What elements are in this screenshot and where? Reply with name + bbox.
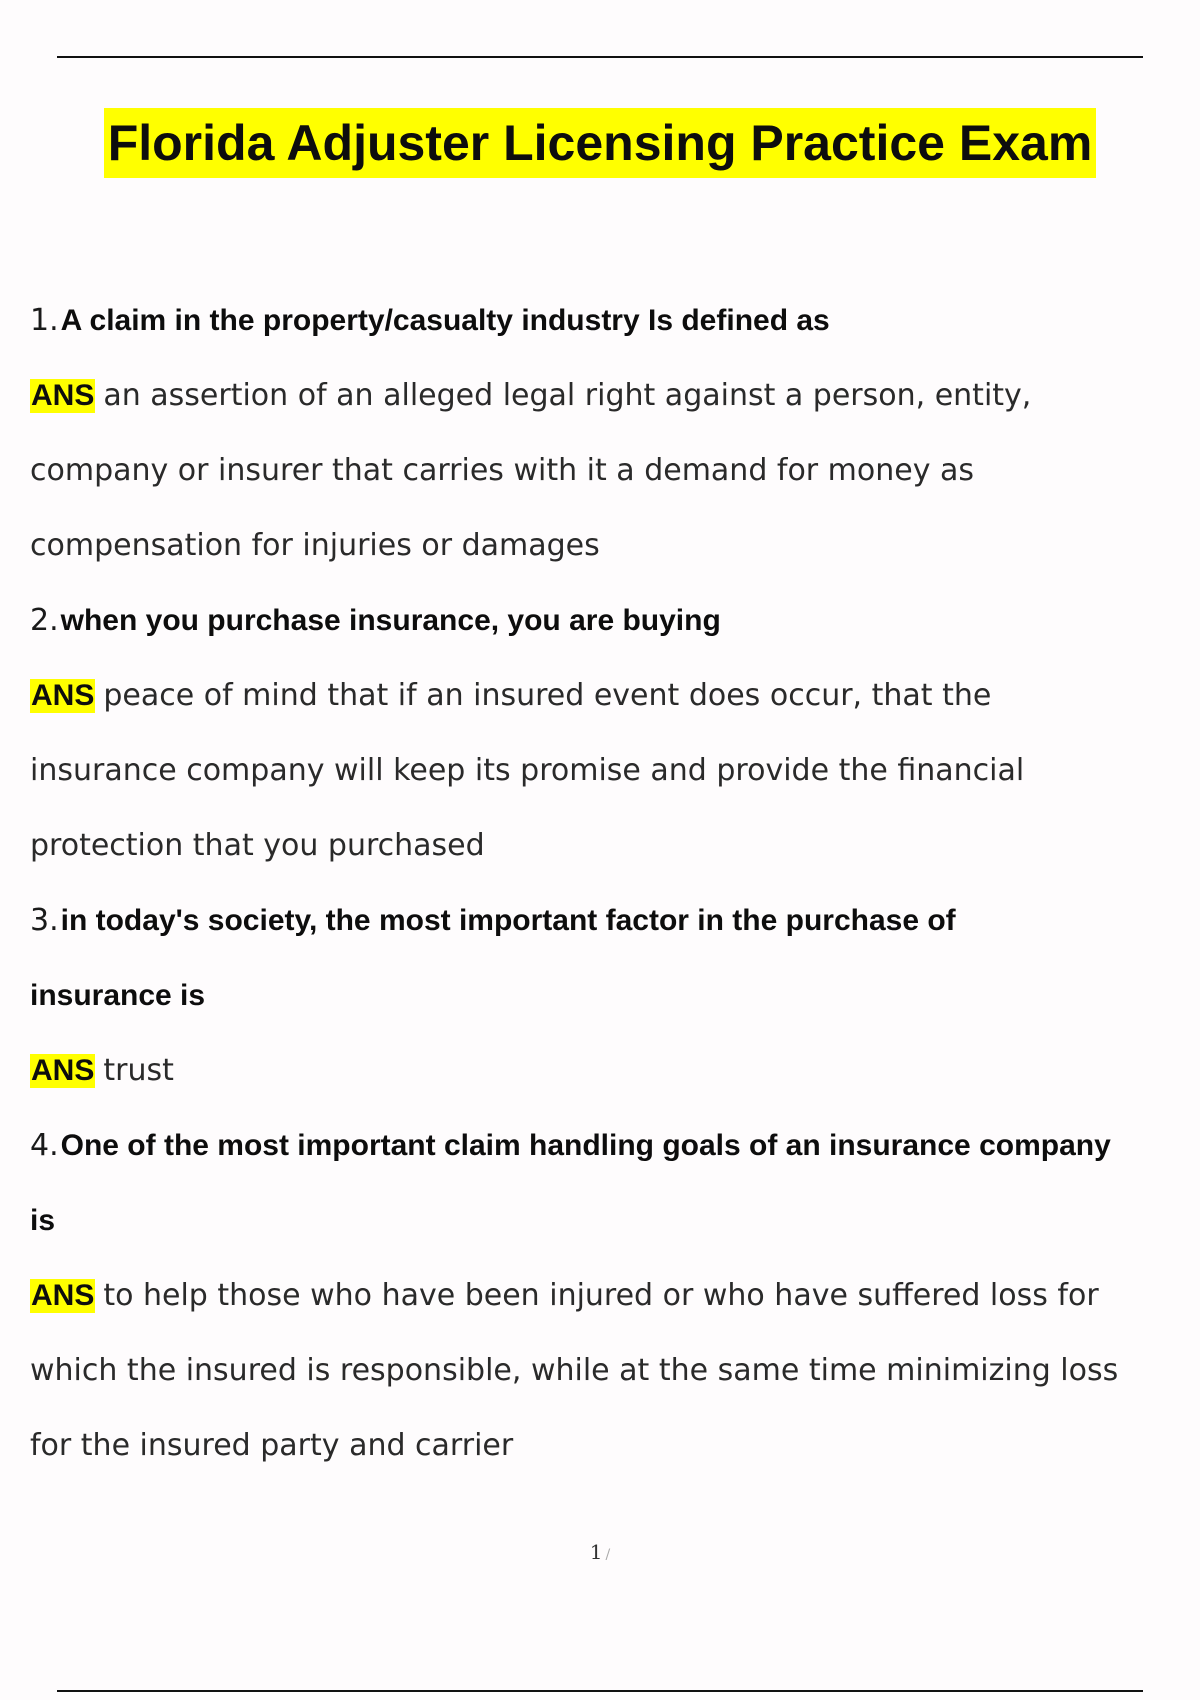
qa-content <box>30 283 1198 1483</box>
answer-line <box>30 808 1198 883</box>
question-text: A claim in the property/casualty industry Is defined as <box>60 303 830 337</box>
page-number-value: 1 <box>589 1540 603 1564</box>
answer-line <box>30 508 1198 583</box>
question-text: insurance is <box>30 978 206 1012</box>
question-number: 3. <box>30 903 59 938</box>
question-number: 1. <box>30 303 59 338</box>
answer-tag: ANS <box>31 1278 95 1312</box>
answer-text: compensation for injuries or damages <box>30 528 600 563</box>
answer-tag: ANS <box>31 378 95 412</box>
question-line <box>30 1108 1198 1183</box>
answer-text: insurance company will keep its promise and provide the financial <box>30 753 1025 788</box>
answer-tag: ANS <box>31 1053 95 1087</box>
question-line <box>30 583 1198 658</box>
page-number <box>0 1540 1200 1564</box>
question-text: One of the most important claim handling goals of an insurance company <box>60 1128 1111 1162</box>
top-rule <box>57 56 1143 58</box>
answer-tag: ANS <box>31 678 95 712</box>
answer-text: company or insurer that carries with it a demand for money as <box>30 453 975 488</box>
answer-text: protection that you purchased <box>30 828 485 863</box>
answer-text: peace of mind that if an insured event does occur, that the <box>103 678 992 713</box>
answer-line <box>30 1408 1198 1483</box>
answer-line <box>30 658 1198 733</box>
answer-line <box>30 1033 1198 1108</box>
answer-line <box>30 358 1198 433</box>
answer-line <box>30 1333 1198 1408</box>
title-container <box>0 108 1200 178</box>
answer-line <box>30 733 1198 808</box>
answer-text: for the insured party and carrier <box>30 1428 514 1463</box>
question-line <box>30 283 1198 358</box>
document-title: Florida Adjuster Licensing Practice Exam <box>104 108 1097 178</box>
answer-text: trust <box>103 1053 174 1088</box>
answer-line <box>30 433 1198 508</box>
question-text: is <box>30 1203 56 1237</box>
answer-line <box>30 1258 1198 1333</box>
bottom-rule <box>57 1690 1143 1692</box>
answer-text: to help those who have been injured or who have suffered loss for <box>103 1278 1099 1313</box>
question-line <box>30 883 1198 958</box>
question-text: when you purchase insurance, you are buying <box>60 603 721 637</box>
question-line-continued <box>30 1183 1198 1258</box>
question-number: 4. <box>30 1128 59 1163</box>
answer-text: an assertion of an alleged legal right against a person, entity, <box>103 378 1032 413</box>
question-line-continued <box>30 958 1198 1033</box>
page-separator: / <box>605 1547 611 1563</box>
answer-text: which the insured is responsible, while at the same time minimizing loss <box>30 1353 1119 1388</box>
question-number: 2. <box>30 603 59 638</box>
question-text: in today's society, the most important factor in the purchase of <box>60 903 956 937</box>
